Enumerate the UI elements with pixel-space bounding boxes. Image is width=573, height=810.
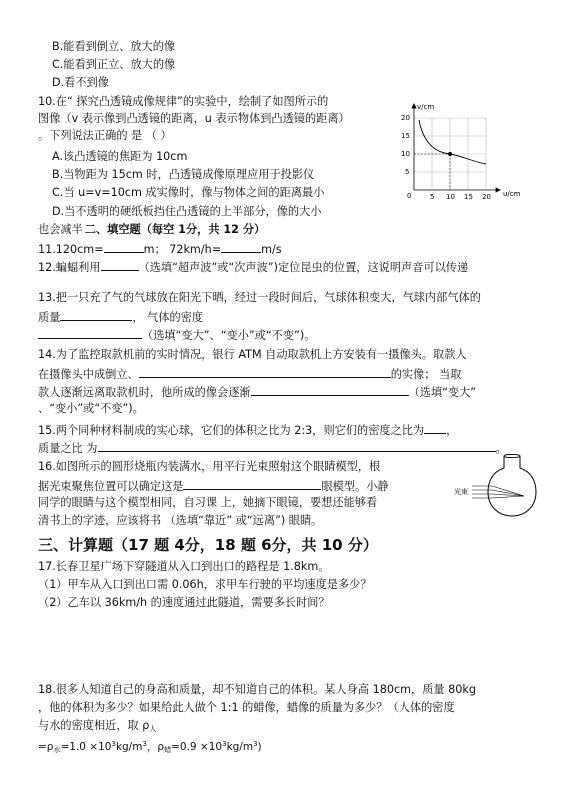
q17-sub1: （1）甲车从入口到出口需 0.06h，求甲车行驶的平均速度是多少？ [38,578,372,591]
q14-text-a: 在摄像头中成倒立、 [38,368,139,381]
q18-exp-2: 3 [142,740,147,748]
section3-title: 三、计算题（17 题 4分，18 题 6分，共 10 分） [38,536,378,554]
q14-text-b: 的实像； 当取 [390,368,462,381]
q10-stem-line2: 图像（v 表示像到凸透镜的距离，u 表示物体到凸透镜的距离） [38,112,350,125]
q14-blank-1[interactable] [139,366,391,378]
x-tick: 20 [482,193,491,201]
q9-option-c: C.能看到正立、放大的像 [52,58,176,71]
y-tick: 15 [401,132,410,140]
q16-line1: 16.如图所示的圆形烧瓶内装满水，用平行光束照射这个眼睛模型，根 [38,460,381,473]
q18-eq-a: =ρ [38,741,54,753]
q18-text-a: 与水的密度相近，取 ρ [38,719,150,732]
x-tick: 15 [464,193,473,201]
q10-option-b: B.当物距为 15cm 时，凸透镜成像原理应用于投影仪 [52,168,315,181]
q18-exp-1: 3 [111,740,116,748]
q18-rho-water-sub: 水 [53,746,61,754]
q17-stem: 17.长春卫星广场下穿隧道从入口到出口的路程是 1.8km。 [38,560,330,573]
q18-line2: ，他的体积为多少？如果给此人做个 1:1 的蜡像，蜡像的质量为多少？（人体的密度 [38,701,455,714]
q12-part1: 12.蝙蝠利用 [38,261,101,274]
q18-eq-b: =1.0 ×10 [60,741,112,753]
flask-outline [488,456,536,516]
q14-text-c: 款人逐渐远离取款机时，他所成的像会逐渐 [38,386,251,399]
y-tick: 20 [401,114,410,122]
q13-choices: （选填“变大”、“变小”或“不变”)。 [142,329,316,342]
q9-option-b: B.能看到倒立、放大的像 [52,40,176,53]
q16-line3: 同学的眼睛与这个模型相同，自习课 上，她摘下眼镜，要想还能够看 [38,496,378,509]
q13-line1: 13.把一只充了气的气球放在阳光下晒，经过一段时间后，气球体积变大，气球内部气体的 [38,291,481,304]
q10-stem-line3: 。下列说法正确的 是 （ ） [38,129,172,142]
q15-text-b: ， [446,424,458,437]
x-tick: 5 [430,193,435,201]
q14-line4: 、“变小”或“不变”)。 [38,402,144,415]
q16-line2 [38,478,389,494]
q18-exp-4: 3 [253,740,258,748]
uv-curve [419,120,486,164]
q13-blank-1[interactable] [60,309,132,321]
q15-line1 [38,422,457,438]
uv-graph [400,100,532,210]
q15-blank-1[interactable] [424,422,446,434]
x-tick: 10 [446,193,455,201]
q18-eq-g: ) [257,741,262,753]
q15-text-d: 。 [495,442,507,455]
q13-density-label: ， 气体的密度 [132,311,204,324]
x-axis-label: u/cm [503,190,521,198]
q12-blank-1[interactable] [101,259,139,271]
q13-blank-2[interactable] [38,327,142,339]
q18-line3 [38,719,156,736]
q11-part1: 11.120cm= [38,243,104,256]
q14-line3 [38,384,476,400]
q16-text-b: 眼模型。小静 [321,480,389,493]
q18-line1: 18.很多人知道自己的身高和质量，却不知道自己的体积。某人身高 180cm，质量 80kg [38,683,476,696]
q18-eq-c: kg/m [115,741,143,753]
q9-option-d: D.看不到像 [52,76,109,89]
q10-option-c: C.当 u=v=10cm 成实像时，像与物体之间的距离最小 [52,186,325,199]
q15-text-c: 质量之比 为 [38,442,98,455]
q16-text-a: 据光束聚焦位置可以确定这是 [38,480,184,493]
q18-line4 [38,737,262,757]
q18-eq-f: kg/m [226,741,254,753]
eye-model-flask-figure [452,452,552,522]
y-axis-label: v/cm [417,103,435,111]
flask-mouth [504,454,520,457]
q10-option-d: D.当不透明的硬纸板挡住凸透镜的上半部分，像的大小 [52,205,322,218]
q11-part2: m； 72km/h= [143,243,222,256]
q11 [38,241,282,257]
light-beam-label: 光束 [454,488,468,496]
q16-line4: 清书上的字迹，应该将书 （选填“靠近” 或“远离”) 眼睛。 [38,514,323,527]
q18-rho-human-sub: 人 [149,725,157,733]
q15-line2 [38,440,507,456]
q10-option-d-line2: 也会减半 [38,223,83,236]
section2-title: 二、填空题（每空 1分，共 12 分） [84,223,266,236]
q12 [38,259,468,275]
q15-text-a: 15.两个同种材料制成的实心球，它们的体积之比为 2:3，则它们的密度之比为 [38,424,425,437]
q10-stem-line1: 10.在“ 探究凸透镜成像规律”的实验中，绘制了如图所示的 [38,95,329,108]
q12-part2: （选填“超声波”或“次声波”)定位昆虫的位置，这说明声音可以传递 [138,261,469,274]
q14-blank-2[interactable] [251,384,409,396]
q10-option-a: A.该凸透镜的焦距为 10cm [52,150,188,163]
q17-sub2: （2）乙车以 36km/h 的速度通过此隧道，需要多长时间？ [38,596,330,609]
q14-line1: 14.为了监控取款机前的实时情况，银行 ATM 自动取款机上方安装有一摄像头。取款人 [38,348,467,361]
q18-exp-3: 3 [222,740,227,748]
origin-label: 0 [407,192,412,200]
q11-part3: m/s [261,243,282,256]
q11-blank-2[interactable] [221,241,261,253]
q18-eq-e: =0.9 ×10 [171,741,223,753]
q13-line2 [38,309,203,325]
q13-mass-label: 质量 [38,311,61,324]
q16-blank-1[interactable] [183,478,321,490]
y-tick: 5 [405,168,410,176]
y-tick: 10 [401,150,410,158]
q14-line2 [38,366,461,382]
q15-blank-2[interactable] [98,440,496,452]
q11-blank-1[interactable] [104,241,144,253]
q18-rho-wax-sub: 蜡 [164,746,172,754]
q14-text-d: （选填“变大” [408,386,477,399]
q13-line3 [38,327,315,343]
q18-eq-d: ，ρ [146,741,165,753]
q10-option-d-cont [38,223,265,237]
